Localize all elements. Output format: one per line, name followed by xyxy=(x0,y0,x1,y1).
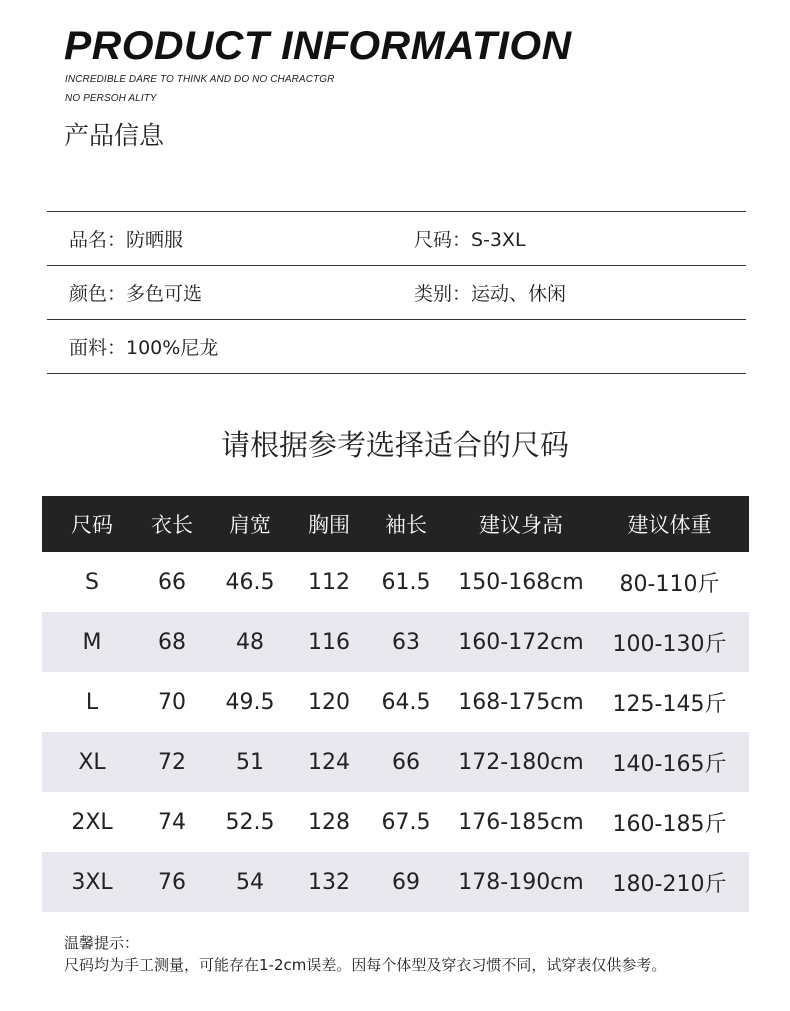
info-color: 颜色：多色可选 xyxy=(69,283,203,305)
cell-shoulder: 51 xyxy=(236,749,264,775)
tagline-line-2: NO PERSOH ALITY xyxy=(65,93,157,104)
cell-size: M xyxy=(82,629,102,655)
cell-sleeve: 69 xyxy=(392,869,420,895)
cell-height: 160-172cm xyxy=(458,629,584,655)
col-header-chest: 胸围 xyxy=(308,513,350,537)
cell-chest: 128 xyxy=(308,809,350,835)
table-row xyxy=(42,792,749,852)
cell-weight: 80-110斤 xyxy=(619,571,720,597)
info-row xyxy=(47,265,746,319)
cell-length: 76 xyxy=(158,869,186,895)
cell-size: 2XL xyxy=(71,809,113,835)
cell-sleeve: 66 xyxy=(392,749,420,775)
info-fabric: 面料：100%尼龙 xyxy=(69,337,219,359)
cell-size: L xyxy=(85,689,99,715)
cell-length: 74 xyxy=(158,809,186,835)
cell-height: 150-168cm xyxy=(458,569,584,595)
cell-weight: 180-210斤 xyxy=(612,871,727,897)
cell-chest: 132 xyxy=(308,869,350,895)
table-row xyxy=(42,732,749,792)
cell-height: 176-185cm xyxy=(458,809,584,835)
col-header-shoulder: 肩宽 xyxy=(229,513,271,537)
size-chart-table xyxy=(42,496,749,912)
cell-shoulder: 52.5 xyxy=(225,809,275,835)
cell-size: XL xyxy=(78,749,106,775)
cell-sleeve: 63 xyxy=(392,629,420,655)
cell-length: 72 xyxy=(158,749,186,775)
info-category: 类别：运动、休闲 xyxy=(414,283,567,305)
tips-note xyxy=(64,932,666,976)
cell-sleeve: 67.5 xyxy=(381,809,431,835)
cell-shoulder: 46.5 xyxy=(225,569,275,595)
cell-height: 168-175cm xyxy=(458,689,584,715)
cell-weight: 100-130斤 xyxy=(612,631,727,657)
info-size-range: 尺码：S-3XL xyxy=(414,229,526,251)
page-title: PRODUCT INFORMATION xyxy=(64,24,572,68)
cell-chest: 112 xyxy=(308,569,350,595)
cell-size: S xyxy=(85,569,99,595)
cell-weight: 125-145斤 xyxy=(612,691,727,717)
tips-title: 温馨提示： xyxy=(64,934,140,952)
table-row xyxy=(42,612,749,672)
cell-shoulder: 54 xyxy=(236,869,264,895)
cell-size: 3XL xyxy=(71,869,113,895)
cell-shoulder: 49.5 xyxy=(225,689,275,715)
cell-shoulder: 48 xyxy=(236,629,264,655)
cell-length: 68 xyxy=(158,629,186,655)
info-row xyxy=(47,319,746,374)
col-header-sleeve: 袖长 xyxy=(385,513,427,537)
tips-text: 尺码均为手工测量，可能存在1-2cm误差。因每个体型及穿衣习惯不同，试穿表仅供参考。 xyxy=(64,956,667,974)
cell-chest: 116 xyxy=(308,629,350,655)
col-header-size: 尺码 xyxy=(71,513,113,537)
col-header-weight: 建议体重 xyxy=(627,513,712,537)
info-product-name: 品名：防晒服 xyxy=(69,229,184,251)
col-header-height: 建议身高 xyxy=(479,513,563,537)
cell-length: 70 xyxy=(158,689,186,715)
info-row xyxy=(47,211,746,265)
cell-chest: 124 xyxy=(308,749,350,775)
table-row xyxy=(42,852,749,912)
cell-height: 172-180cm xyxy=(458,749,584,775)
table-row xyxy=(42,552,749,612)
section-title-product-info: 产品信息 xyxy=(64,121,165,150)
cell-weight: 140-165斤 xyxy=(612,751,727,777)
product-info-table xyxy=(47,211,746,374)
cell-weight: 160-185斤 xyxy=(612,811,727,837)
cell-length: 66 xyxy=(158,569,186,595)
table-row xyxy=(42,672,749,732)
cell-chest: 120 xyxy=(308,689,350,715)
tagline-line-1: INCREDIBLE DARE TO THINK AND DO NO CHARACTGR xyxy=(65,74,335,85)
cell-sleeve: 61.5 xyxy=(381,569,431,595)
size-chart-heading: 请根据参考选择适合的尺码 xyxy=(220,428,569,462)
cell-sleeve: 64.5 xyxy=(381,689,431,715)
size-chart-header-row xyxy=(42,496,749,552)
cell-height: 178-190cm xyxy=(458,869,584,895)
col-header-length: 衣长 xyxy=(151,513,193,537)
